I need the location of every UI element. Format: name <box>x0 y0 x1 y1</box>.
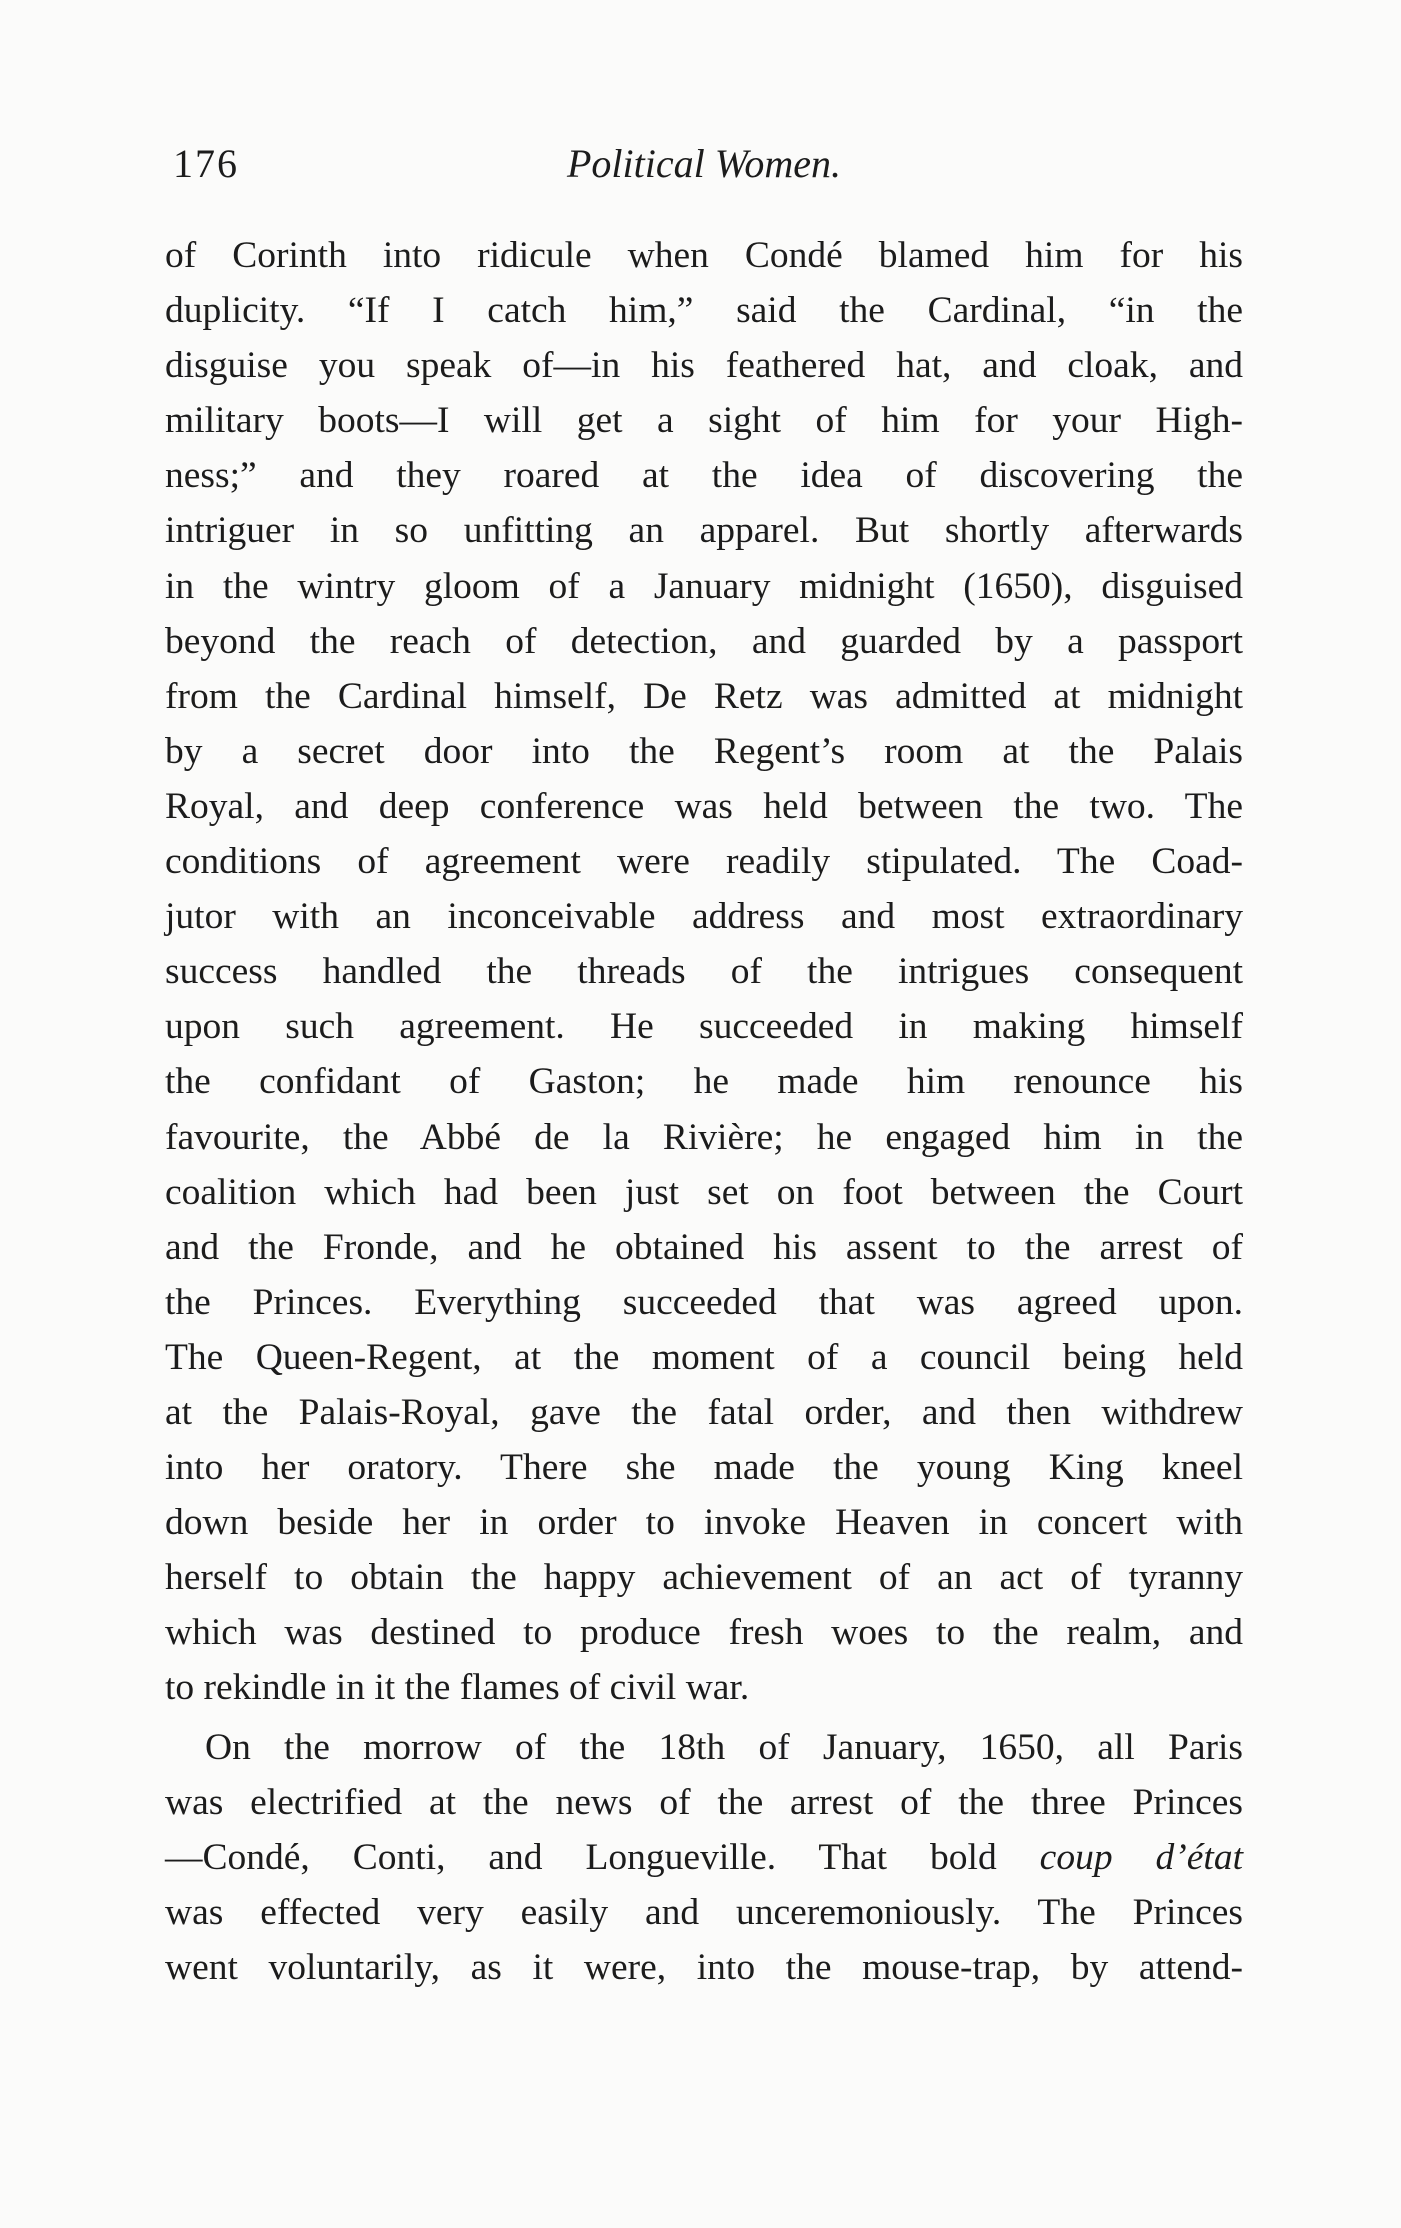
text-line: intriguer in so unfitting an apparel. But shortly afterwards <box>165 510 1243 552</box>
text-line: the Princes. Everything succeeded that was agreed upon. <box>165 1281 1243 1323</box>
text-line: beyond the reach of detection, and guarded by a passport <box>165 620 1243 662</box>
text-line: upon such agreement. He succeeded in making himself <box>165 1006 1243 1048</box>
paragraph <box>165 228 1243 1716</box>
text-line <box>165 1830 1243 1885</box>
page-body <box>165 228 1243 1995</box>
italic-phrase: coup d’état <box>1039 1836 1243 1878</box>
text-line: military boots—I will get a sight of him for your High- <box>165 400 1243 442</box>
text-line: into her oratory. There she made the young King kneel <box>165 1447 1243 1489</box>
text-line: disguise you speak of—in his feathered hat, and cloak, and <box>165 345 1243 387</box>
text-line: favourite, the Abbé de la Rivière; he engaged him in the <box>165 1116 1243 1158</box>
text-line: went voluntarily, as it were, into the mouse-trap, by attend- <box>165 1946 1243 1988</box>
text-line: coalition which had been just set on foot between the Court <box>165 1171 1243 1213</box>
page-header <box>165 140 1243 196</box>
text-line: was electrified at the news of the arrest of the three Princes <box>165 1781 1243 1823</box>
running-title: Political Women. <box>566 141 842 186</box>
text-line: of Corinth into ridicule when Condé blamed him for his <box>165 235 1243 276</box>
text-line: jutor with an inconceivable address and most extraordinary <box>165 896 1243 938</box>
page-number: 176 <box>173 141 239 186</box>
text-line: herself to obtain the happy achievement of an act of tyranny <box>165 1557 1243 1599</box>
text-line: from the Cardinal himself, De Retz was admitted at midnight <box>165 675 1243 717</box>
text-line: the confidant of Gaston; he made him renounce his <box>165 1061 1243 1103</box>
text-line: and the Fronde, and he obtained his assent to the arrest of <box>165 1226 1243 1268</box>
text-line: conditions of agreement were readily stipulated. The Coad- <box>165 841 1243 883</box>
text-line: which was destined to produce fresh woes to the realm, and <box>165 1612 1243 1654</box>
text-line: success handled the threads of the intrigues consequent <box>165 951 1243 993</box>
text-segment: —Condé, Conti, and Longueville. That bold <box>165 1836 1040 1878</box>
text-line: in the wintry gloom of a January midnight (1650), disguised <box>165 565 1243 607</box>
text-line: down beside her in order to invoke Heaven in concert with <box>165 1502 1243 1544</box>
text-line: by a secret door into the Regent’s room at the Palais <box>165 730 1243 772</box>
text-line: duplicity. “If I catch him,” said the Cardinal, “in the <box>165 290 1243 332</box>
text-line: at the Palais-Royal, gave the fatal order, and then withdrew <box>165 1391 1243 1433</box>
text-line: ness;” and they roared at the idea of discovering the <box>165 455 1243 497</box>
paragraph <box>165 1720 1243 1995</box>
text-line: The Queen-Regent, at the moment of a council being held <box>165 1336 1243 1378</box>
text-line: On the morrow of the 18th of January, 1650, all Paris <box>205 1726 1243 1768</box>
text-line: was effected very easily and unceremoniously. The Princes <box>165 1891 1243 1933</box>
text-line: to rekindle in it the flames of civil war. <box>165 1667 750 1709</box>
text-line: Royal, and deep conference was held between the two. The <box>165 785 1243 827</box>
